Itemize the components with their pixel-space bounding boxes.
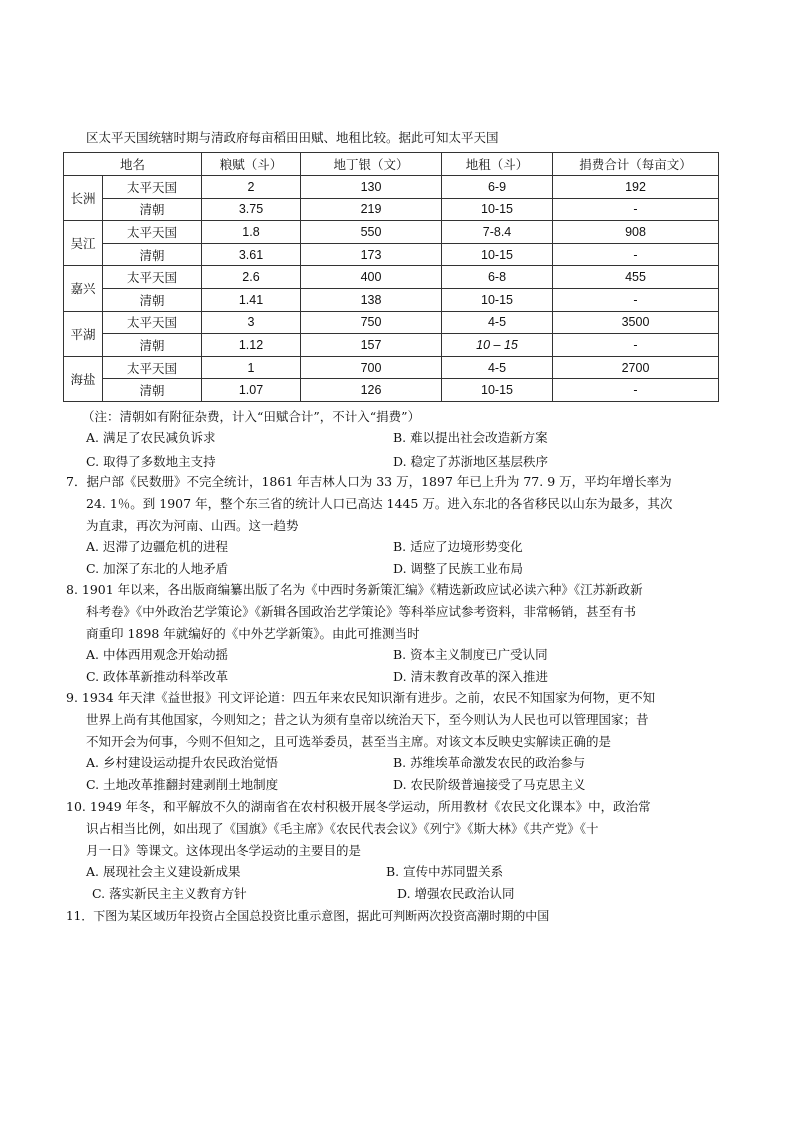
q9-line-2: 世界上尚有其他国家，今则知之；昔之认为须有皇帝以统治天下，至今则认为人民也可以管理国家；昔 [86, 712, 649, 727]
rent-cell: 4-5 [442, 311, 553, 334]
silver-cell: 157 [301, 334, 442, 357]
rent-cell: 7-8.4 [442, 221, 553, 244]
q6-option-d[interactable]: D. 稳定了苏浙地区基层秩序 [393, 454, 549, 469]
fee-cell: - [553, 379, 719, 402]
q6-stem: 区太平天国统辖时期与清政府每亩稻田田赋、地租比较。据此可知太平天国 [86, 130, 499, 145]
header-grain-tax: 粮赋（斗） [202, 153, 301, 176]
grain-cell: 1.07 [202, 379, 301, 402]
silver-cell: 138 [301, 288, 442, 311]
silver-cell: 700 [301, 356, 442, 379]
dynasty-cell: 太平天国 [103, 266, 202, 289]
grain-cell: 1.8 [202, 221, 301, 244]
table-row [64, 176, 719, 199]
fee-cell: 2700 [553, 356, 719, 379]
silver-cell: 126 [301, 379, 442, 402]
table-row [64, 243, 719, 266]
q9-line-1: 9. 1934 年天津《益世报》刊文评论道：四五年来农民知识渐有进步。之前，农民不知国家为何物，更不知 [66, 690, 656, 705]
grain-cell: 1 [202, 356, 301, 379]
header-fees: 捐费合计（每亩文） [553, 153, 719, 176]
grain-cell: 3 [202, 311, 301, 334]
q6-option-c[interactable]: C. 取得了多数地主支持 [86, 454, 216, 469]
table-row [64, 198, 719, 221]
table-row [64, 311, 719, 334]
dynasty-cell: 太平天国 [103, 221, 202, 244]
fee-cell: 3500 [553, 311, 719, 334]
header-region: 地名 [64, 153, 202, 176]
rent-cell: 6-8 [442, 266, 553, 289]
grain-cell: 3.75 [202, 198, 301, 221]
dynasty-cell: 太平天国 [103, 311, 202, 334]
q8-option-b[interactable]: B. 资本主义制度已广受认同 [393, 647, 548, 662]
q10-line-3: 月一日》等课文。这体现出冬学运动的主要目的是 [86, 843, 362, 858]
region-name: 嘉兴 [64, 266, 103, 311]
table-row [64, 221, 719, 244]
q7-line-1: 7．据户部《民数册》不完全统计，1861 年吉林人口为 33 万，1897 年已上升为 77. 9 万，平均年增长率为 [66, 474, 672, 489]
q8-line-3: 商重印 1898 年就编好的《中外艺学新策》。由此可推测当时 [86, 626, 420, 641]
fee-cell: - [553, 334, 719, 357]
dynasty-cell: 太平天国 [103, 176, 202, 199]
q9-option-b[interactable]: B. 苏维埃革命激发农民的政治参与 [393, 755, 586, 770]
q11-stem: 11．下图为某区域历年投资占全国总投资比重示意图，据此可判断两次投资高潮时期的中国 [66, 909, 550, 923]
q9-option-c[interactable]: C. 土地改革推翻封建剥削土地制度 [86, 777, 279, 792]
fee-cell: 192 [553, 176, 719, 199]
q10-line-2: 识占相当比例，如出现了《国旗》《毛主席》《农民代表会议》《列宁》《斯大林》《共产党》《十 [86, 821, 599, 836]
q7-line-3: 为直隶，再次为河南、山西。这一趋势 [86, 518, 299, 533]
dynasty-cell: 清朝 [103, 288, 202, 311]
table-row [64, 288, 719, 311]
dynasty-cell: 清朝 [103, 379, 202, 402]
q8-option-d[interactable]: D. 清末教育改革的深入推进 [393, 669, 549, 684]
q9-option-a[interactable]: A. 乡村建设运动提升农民政治觉悟 [86, 755, 278, 770]
region-name: 吴江 [64, 221, 103, 266]
q6-option-b[interactable]: B. 难以提出社会改造新方案 [393, 430, 548, 445]
dynasty-cell: 太平天国 [103, 356, 202, 379]
rent-cell: 10-15 [442, 288, 553, 311]
fee-cell: - [553, 243, 719, 266]
rent-cell: 10 – 15 [442, 334, 553, 357]
rent-cell: 10-15 [442, 243, 553, 266]
table-row [64, 356, 719, 379]
header-rent: 地租（斗） [442, 153, 553, 176]
rent-cell: 6-9 [442, 176, 553, 199]
rent-cell: 10-15 [442, 379, 553, 402]
dynasty-cell: 清朝 [103, 198, 202, 221]
rent-cell: 10-15 [442, 198, 553, 221]
dynasty-cell: 清朝 [103, 334, 202, 357]
region-name: 长洲 [64, 176, 103, 221]
table-row [64, 379, 719, 402]
table-row [64, 266, 719, 289]
silver-cell: 130 [301, 176, 442, 199]
fee-cell: - [553, 198, 719, 221]
q10-option-d[interactable]: D. 增强农民政治认同 [397, 886, 515, 901]
header-silver-tax: 地丁银（文） [301, 153, 442, 176]
region-name: 平湖 [64, 311, 103, 356]
q10-option-a[interactable]: A. 展现社会主义建设新成果 [86, 864, 241, 879]
q10-option-c[interactable]: C. 落实新民主主义教育方针 [92, 886, 247, 901]
q7-option-d[interactable]: D. 调整了民族工业布局 [393, 561, 524, 576]
silver-cell: 750 [301, 311, 442, 334]
q9-option-d[interactable]: D. 农民阶级普遍接受了马克思主义 [393, 777, 586, 792]
dynasty-cell: 清朝 [103, 243, 202, 266]
q8-option-a[interactable]: A. 中体西用观念开始动摇 [86, 647, 228, 662]
q8-option-c[interactable]: C. 政体革新推动科举改革 [86, 669, 229, 684]
q10-line-1: 10. 1949 年冬，和平解放不久的湖南省在农村积极开展冬学运动，所用教材《农民文化课本》中，政治常 [66, 799, 651, 814]
q6-option-a[interactable]: A. 满足了农民减负诉求 [86, 430, 216, 445]
q6-note: （注：清朝如有附征杂费，计入“田赋合计”，不计入“捐费”） [82, 409, 421, 424]
grain-cell: 2.6 [202, 266, 301, 289]
fee-cell: 455 [553, 266, 719, 289]
grain-cell: 1.12 [202, 334, 301, 357]
silver-cell: 400 [301, 266, 442, 289]
q8-line-1: 8. 1901 年以来，各出版商编纂出版了名为《中西时务新策汇编》《精选新政应试必读六种》《江苏新政新 [66, 582, 643, 597]
q7-option-a[interactable]: A. 迟滞了边疆危机的进程 [86, 539, 228, 554]
q7-line-2: 24. 1％。到 1907 年，整个东三省的统计人口已高达 1445 万。进入东北的各省移民以山东为最多，其次 [86, 496, 673, 511]
tax-comparison-table [63, 152, 719, 402]
q7-option-b[interactable]: B. 适应了边境形势变化 [393, 539, 523, 554]
fee-cell: - [553, 288, 719, 311]
silver-cell: 173 [301, 243, 442, 266]
rent-cell: 4-5 [442, 356, 553, 379]
fee-cell: 908 [553, 221, 719, 244]
grain-cell: 3.61 [202, 243, 301, 266]
silver-cell: 219 [301, 198, 442, 221]
table-header-row [64, 153, 719, 176]
grain-cell: 2 [202, 176, 301, 199]
q9-line-3: 不知开会为何事，今则不但知之，且可选举委员，甚至当主席。对该文本反映史实解读正确的是 [86, 734, 612, 749]
silver-cell: 550 [301, 221, 442, 244]
grain-cell: 1.41 [202, 288, 301, 311]
table-row [64, 334, 719, 357]
q8-line-2: 科考卷》《中外政治艺学策论》《新辑各国政治艺学策论》等科举应试参考资料，非常畅销，甚至有书 [86, 604, 637, 619]
region-name: 海盐 [64, 356, 103, 401]
q10-option-b[interactable]: B. 宣传中苏同盟关系 [386, 864, 504, 879]
q7-option-c[interactable]: C. 加深了东北的人地矛盾 [86, 561, 229, 576]
